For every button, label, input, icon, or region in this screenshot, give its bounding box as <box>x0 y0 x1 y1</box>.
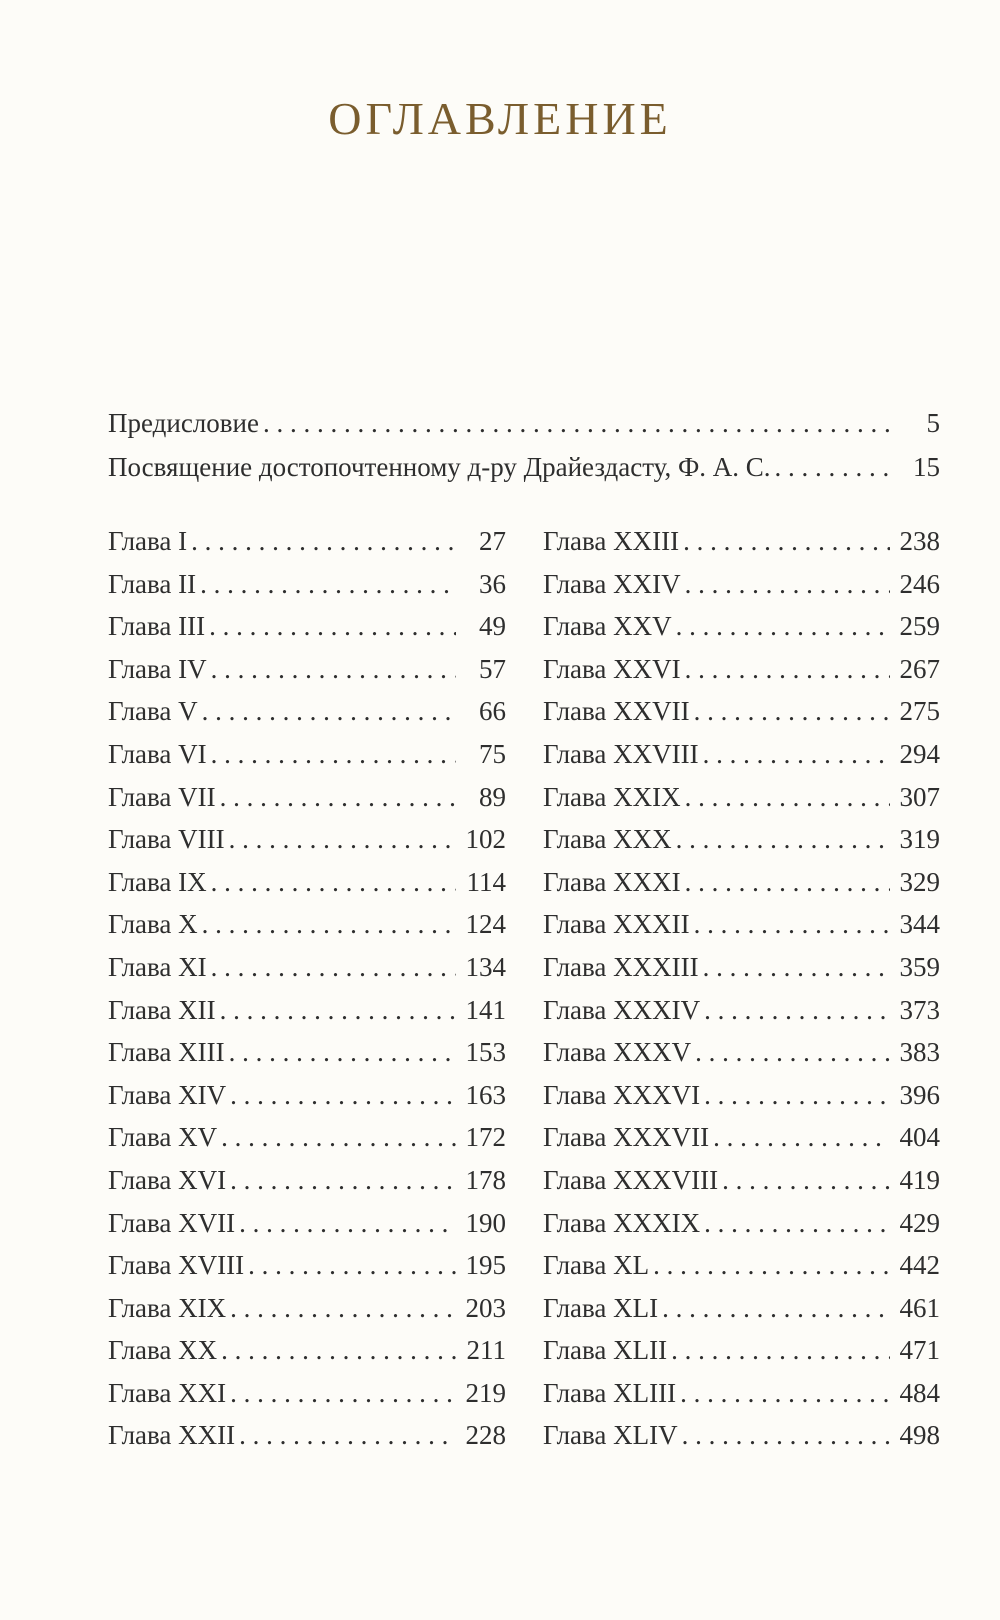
dot-leader <box>225 1037 456 1068</box>
toc-entry-chapter[interactable] <box>543 1335 940 1378</box>
toc-entry-page: 211 <box>466 1335 506 1366</box>
toc-entry-chapter[interactable] <box>543 611 940 654</box>
dot-leader <box>235 1420 456 1451</box>
dot-leader <box>676 1378 890 1409</box>
dot-leader <box>187 526 456 557</box>
dot-leader <box>667 1335 890 1366</box>
dot-leader <box>690 696 890 727</box>
toc-entry-chapter[interactable] <box>543 1250 940 1293</box>
toc-entry-chapter[interactable] <box>108 1335 506 1378</box>
toc-entry-page: 57 <box>479 653 506 684</box>
dot-leader <box>217 1335 456 1366</box>
toc-entry-page: 75 <box>479 738 506 769</box>
toc-entry-page: 498 <box>899 1420 940 1451</box>
toc-entry-label: Глава XLIII <box>543 1377 677 1408</box>
toc-entry-page: 5 <box>926 408 940 438</box>
toc-entry-chapter[interactable] <box>543 1378 940 1421</box>
dot-leader <box>225 824 456 855</box>
toc-entry-page: 219 <box>465 1377 506 1408</box>
toc-entry-label: Глава I <box>108 526 188 556</box>
toc-entry-page: 404 <box>899 1122 940 1153</box>
toc-entry-page: 163 <box>465 1079 506 1110</box>
toc-entry-page: 396 <box>899 1079 940 1110</box>
toc-entry-label: Глава XXVIII <box>543 738 699 769</box>
toc-entry-page: 178 <box>465 1164 506 1195</box>
toc-entry-chapter[interactable] <box>108 867 506 910</box>
dot-leader <box>699 952 890 983</box>
toc-entry-label: Глава XXX <box>543 824 672 855</box>
toc-entry-chapter[interactable] <box>108 1293 506 1336</box>
toc-entry-dedication[interactable] <box>108 452 940 496</box>
toc-entry-chapter[interactable] <box>543 782 940 825</box>
toc-entry-label: Глава VII <box>108 781 216 812</box>
toc-entry-chapter[interactable] <box>108 1122 506 1165</box>
toc-entry-chapter[interactable] <box>108 1080 506 1123</box>
dot-leader <box>691 1037 890 1068</box>
toc-entry-chapter[interactable] <box>108 1165 506 1208</box>
dot-leader <box>216 995 456 1026</box>
dot-leader <box>678 1420 890 1451</box>
toc-entry-chapter[interactable] <box>543 739 940 782</box>
toc-entry-page: 102 <box>465 824 506 855</box>
dot-leader <box>226 1293 456 1324</box>
toc-entry-page: 172 <box>465 1122 506 1153</box>
toc-entry-page: 307 <box>899 781 940 812</box>
toc-entry-chapter[interactable] <box>543 952 940 995</box>
dot-leader <box>226 1165 456 1196</box>
toc-entry-page: 36 <box>479 568 506 599</box>
toc-entry-page: 246 <box>899 568 940 599</box>
toc-entry-label: Глава XXXIV <box>543 994 701 1025</box>
dot-leader <box>681 782 890 813</box>
dot-leader <box>679 526 890 557</box>
toc-entry-label: Глава XVI <box>108 1164 227 1195</box>
toc-entry-label: Глава VI <box>108 738 207 769</box>
toc-entry-label: Глава XXVI <box>543 653 681 684</box>
toc-entry-label: Глава XI <box>108 951 207 982</box>
toc-entry-label: Глава XIV <box>108 1079 227 1110</box>
toc-entry-label: Глава XXXII <box>543 909 690 940</box>
toc-entry-chapter[interactable] <box>108 739 506 782</box>
toc-entry-page: 134 <box>465 951 506 982</box>
toc-entry-page: 27 <box>479 526 506 556</box>
toc-entry-chapter[interactable] <box>108 995 506 1038</box>
dot-leader <box>207 654 456 685</box>
toc-entry-preface[interactable] <box>108 408 940 452</box>
toc-entry-chapter[interactable] <box>108 952 506 995</box>
toc-entry-chapter[interactable] <box>543 824 940 867</box>
toc-entry-chapter[interactable] <box>108 611 506 654</box>
toc-entry-chapter[interactable] <box>108 1208 506 1251</box>
toc-entry-chapter[interactable] <box>108 654 506 697</box>
dot-leader <box>198 696 456 727</box>
toc-entry-page: 228 <box>465 1420 506 1451</box>
dot-leader <box>700 1080 890 1111</box>
dot-leader <box>649 1250 890 1281</box>
dot-leader <box>709 1122 890 1153</box>
toc-entry-label: Глава IV <box>108 653 207 684</box>
toc-entry-label: Глава XVIII <box>108 1250 245 1281</box>
dot-leader <box>690 909 890 940</box>
toc-entry-page: 203 <box>465 1292 506 1323</box>
dot-leader <box>658 1293 890 1324</box>
toc-entry-page: 49 <box>479 611 506 642</box>
toc-entry-chapter[interactable] <box>543 1293 940 1336</box>
toc-entry-label: Глава IX <box>108 866 207 897</box>
toc-entry-label: Глава XXXVI <box>543 1079 701 1110</box>
toc-entry-chapter[interactable] <box>108 526 506 569</box>
dot-leader <box>681 569 890 600</box>
dot-leader <box>718 1165 890 1196</box>
dot-leader <box>205 611 456 642</box>
toc-entry-chapter[interactable] <box>543 1420 940 1463</box>
toc-entry-label: Глава XVII <box>108 1207 236 1238</box>
dot-leader <box>198 909 456 940</box>
toc-entry-label: Глава XXXVIII <box>543 1164 719 1195</box>
dot-leader <box>672 824 890 855</box>
toc-entry-page: 66 <box>479 696 506 727</box>
toc-entry-label: Глава XLIV <box>543 1420 678 1451</box>
dot-leader <box>226 1080 456 1111</box>
dot-leader <box>681 654 890 685</box>
toc-entry-page: 153 <box>465 1037 506 1068</box>
dot-leader <box>216 782 456 813</box>
toc-entry-label: Глава VIII <box>108 824 225 855</box>
toc-entry-chapter[interactable] <box>108 782 506 825</box>
toc-entry-label: Глава XXII <box>108 1420 236 1451</box>
toc-entry-label: Глава XXI <box>108 1377 227 1408</box>
dot-leader <box>700 995 890 1026</box>
dot-leader <box>244 1250 456 1281</box>
toc-entry-page: 195 <box>465 1250 506 1281</box>
toc-entry-chapter[interactable] <box>543 1122 940 1165</box>
toc-entry-page: 329 <box>899 866 940 897</box>
toc-entry-label: Глава XXXIII <box>543 951 699 982</box>
toc-entry-page: 429 <box>899 1207 940 1238</box>
toc-entry-label: Глава XX <box>108 1335 218 1366</box>
toc-entry-label: Глава XII <box>108 994 216 1025</box>
toc-entry-label: Глава XXXV <box>543 1037 692 1068</box>
toc-entry-page: 344 <box>899 909 940 940</box>
toc-entry-page: 484 <box>899 1377 940 1408</box>
toc-entry-page: 141 <box>465 994 506 1025</box>
toc-entry-label: Глава X <box>108 909 198 940</box>
toc-entry-chapter[interactable] <box>108 1250 506 1293</box>
toc-entry-page: 124 <box>465 909 506 940</box>
toc-entry-chapter[interactable] <box>543 1080 940 1123</box>
toc-entry-chapter[interactable] <box>543 526 940 569</box>
page-title: ОГЛАВЛЕНИЕ <box>328 93 672 144</box>
toc-entry-chapter[interactable] <box>108 824 506 867</box>
toc-entry-page: 383 <box>899 1037 940 1068</box>
toc-entry-chapter[interactable] <box>108 909 506 952</box>
toc-entry-page: 89 <box>479 781 506 812</box>
toc-entry-label: Глава XXVII <box>543 696 690 727</box>
toc-entry-chapter[interactable] <box>543 909 940 952</box>
dot-leader <box>217 1122 456 1153</box>
toc-entry-page: 15 <box>913 452 940 482</box>
toc-entry-page: 319 <box>899 824 940 855</box>
toc-entry-chapter[interactable] <box>108 696 506 739</box>
toc-entry-label: Глава XXV <box>543 611 672 642</box>
dot-leader <box>196 569 456 600</box>
toc-entry-page: 359 <box>899 951 940 982</box>
toc-entry-label: Предисловие <box>108 408 259 438</box>
toc-entry-page: 294 <box>899 738 940 769</box>
toc-entry-chapter[interactable] <box>543 1165 940 1208</box>
toc-entry-label: Глава XXXI <box>543 866 681 897</box>
toc-entry-chapter[interactable] <box>108 1378 506 1421</box>
toc-entry-page: 238 <box>899 526 940 556</box>
toc-entry-label: Глава XXIX <box>543 781 681 812</box>
dot-leader <box>207 952 456 983</box>
toc-entry-page: 267 <box>899 653 940 684</box>
dot-leader <box>699 739 890 770</box>
toc-entry-label: Глава III <box>108 611 206 642</box>
toc-entry-chapter[interactable] <box>543 569 940 612</box>
toc-entry-label: Глава XLI <box>543 1292 659 1323</box>
toc-entry-chapter[interactable] <box>543 1037 940 1080</box>
dot-leader <box>207 867 456 898</box>
toc-entry-chapter[interactable] <box>543 1208 940 1251</box>
dot-leader <box>235 1208 456 1239</box>
toc-entry-label: Глава XIII <box>108 1037 225 1068</box>
toc-entry-chapter[interactable] <box>108 1420 506 1463</box>
toc-entry-label: Глава XXIV <box>543 568 681 599</box>
toc-entry-label: Глава XV <box>108 1122 218 1153</box>
dot-leader <box>226 1378 456 1409</box>
toc-entry-page: 114 <box>466 866 506 897</box>
dot-leader <box>259 408 896 439</box>
toc-entry-page: 190 <box>465 1207 506 1238</box>
toc-entry-label: Глава XLII <box>543 1335 668 1366</box>
intro-entries <box>108 408 940 496</box>
toc-entry-page: 259 <box>899 611 940 642</box>
toc-entry-chapter[interactable] <box>543 867 940 910</box>
toc-column-right <box>543 526 940 1463</box>
toc-entry-label: Глава V <box>108 696 198 727</box>
toc-column-left <box>108 526 506 1463</box>
toc-entry-chapter[interactable] <box>543 654 940 697</box>
toc-entry-page: 373 <box>899 994 940 1025</box>
toc-entry-label: Глава XXXIX <box>543 1207 701 1238</box>
dot-leader <box>700 1208 890 1239</box>
toc-entry-label: Глава XL <box>543 1250 650 1281</box>
toc-entry-chapter[interactable] <box>108 569 506 612</box>
toc-entry-page: 471 <box>899 1335 940 1366</box>
toc-entry-chapter[interactable] <box>108 1037 506 1080</box>
toc-entry-label: Посвящение достопочтенному д-ру Драйездасту, Ф. А. С. <box>108 452 771 482</box>
dot-leader <box>207 739 456 770</box>
toc-entry-label: Глава XIX <box>108 1292 227 1323</box>
toc-entry-label: Глава XXIII <box>543 526 680 556</box>
dot-leader <box>681 867 890 898</box>
toc-entry-page: 275 <box>899 696 940 727</box>
toc-entry-page: 461 <box>899 1292 940 1323</box>
toc-entry-label: Глава XXXVII <box>543 1122 710 1153</box>
toc-entry-chapter[interactable] <box>543 995 940 1038</box>
dot-leader <box>672 611 890 642</box>
toc-entry-page: 419 <box>899 1164 940 1195</box>
toc-entry-page: 442 <box>899 1250 940 1281</box>
dot-leader <box>771 452 896 483</box>
toc-entry-label: Глава II <box>108 568 197 599</box>
toc-entry-chapter[interactable] <box>543 696 940 739</box>
